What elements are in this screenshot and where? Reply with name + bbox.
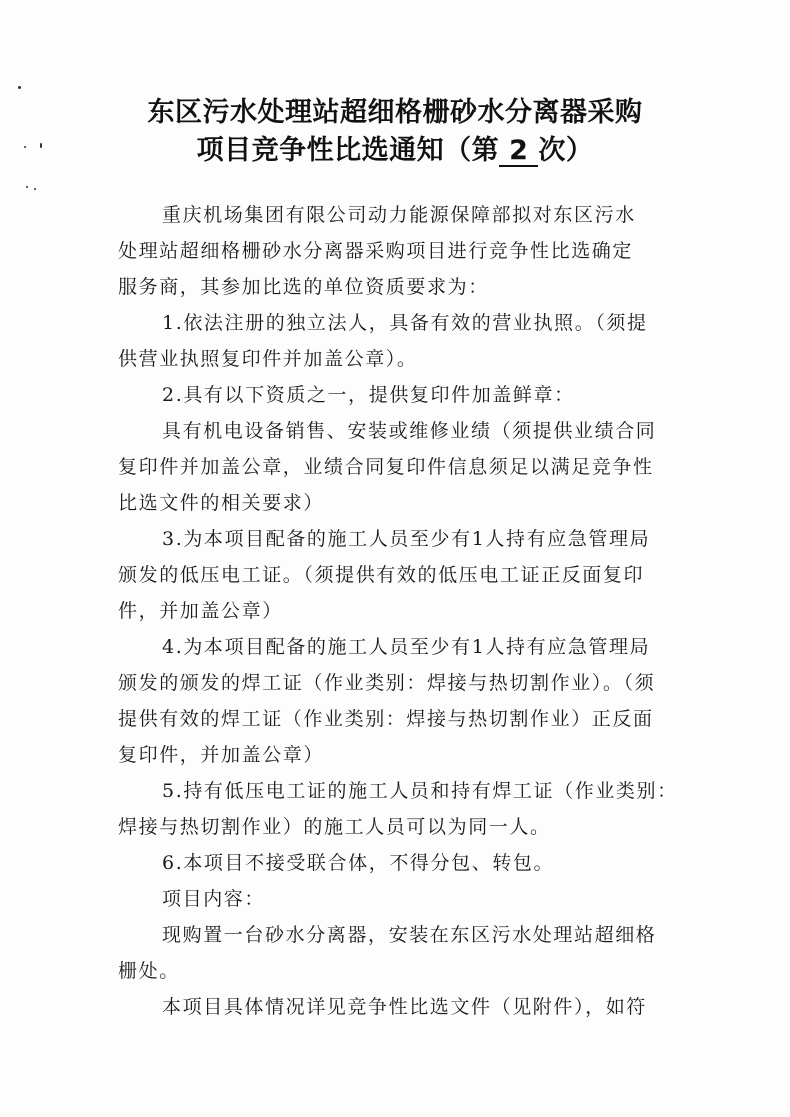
- text-line: 重庆机场集团有限公司动力能源保障部拟对东区污水: [162, 204, 636, 226]
- scan-speck: [26, 186, 28, 188]
- text-line: 供营业执照复印件并加盖公章）。: [118, 348, 418, 370]
- title-prefix: 项目竞争性比选通知（第: [196, 135, 500, 166]
- text-line: 服务商，其参加比选的单位资质要求为：: [118, 276, 489, 298]
- text-line: 焊接与热切割作业）的施工人员可以为同一人。: [118, 816, 551, 838]
- text-line: 颁发的低压电工证。（须提供有效的低压电工证正反面复印: [118, 564, 645, 586]
- notice-number: 2: [499, 137, 538, 167]
- text-line: 颁发的颁发的焊工证（作业类别：焊接与热切割作业）。（须: [118, 672, 656, 694]
- text-line: 本项目具体情况详见竞争性比选文件（见附件），如符: [162, 996, 647, 1018]
- text-line: 3.为本项目配备的施工人员至少有1人持有应急管理局: [162, 528, 651, 550]
- scan-speck: [34, 188, 36, 190]
- text-line: 具有机电设备销售、安装或维修业绩（须提供业绩合同: [162, 420, 657, 442]
- text-line: 4.为本项目配备的施工人员至少有1人持有应急管理局: [162, 636, 651, 658]
- text-line: 栅处。: [118, 960, 180, 982]
- text-line: 1.依法注册的独立法人，具备有效的营业执照。（须提: [162, 312, 648, 334]
- text-line: 件，并加盖公章）: [118, 600, 283, 622]
- document-title-line-2: [0, 128, 790, 167]
- text-line: 现购置一台砂水分离器，安装在东区污水处理站超细格: [162, 924, 657, 946]
- text-line: 2.具有以下资质之一，提供复印件加盖鲜章：: [162, 384, 575, 406]
- text-line: 比选文件的相关要求）: [118, 492, 325, 514]
- scan-speck: [18, 86, 21, 89]
- text-line: 项目内容：: [162, 888, 266, 910]
- title-suffix: 次）: [538, 135, 594, 166]
- text-line: 处理站超细格栅砂水分离器采购项目进行竞争性比选确定: [118, 240, 634, 262]
- text-line: 5.持有低压电工证的施工人员和持有焊工证（作业类别：: [162, 780, 678, 802]
- text-line: 6.本项目不接受联合体，不得分包、转包。: [162, 852, 555, 874]
- text-line: 提供有效的焊工证（作业类别：焊接与热切割作业）正反面: [118, 708, 654, 730]
- text-line: 复印件并加盖公章，业绩合同复印件信息须足以满足竞争性: [118, 456, 654, 478]
- text-line: 复印件，并加盖公章）: [118, 744, 325, 766]
- document-title-line-1: 东区污水处理站超细格栅砂水分离器采购: [147, 97, 643, 128]
